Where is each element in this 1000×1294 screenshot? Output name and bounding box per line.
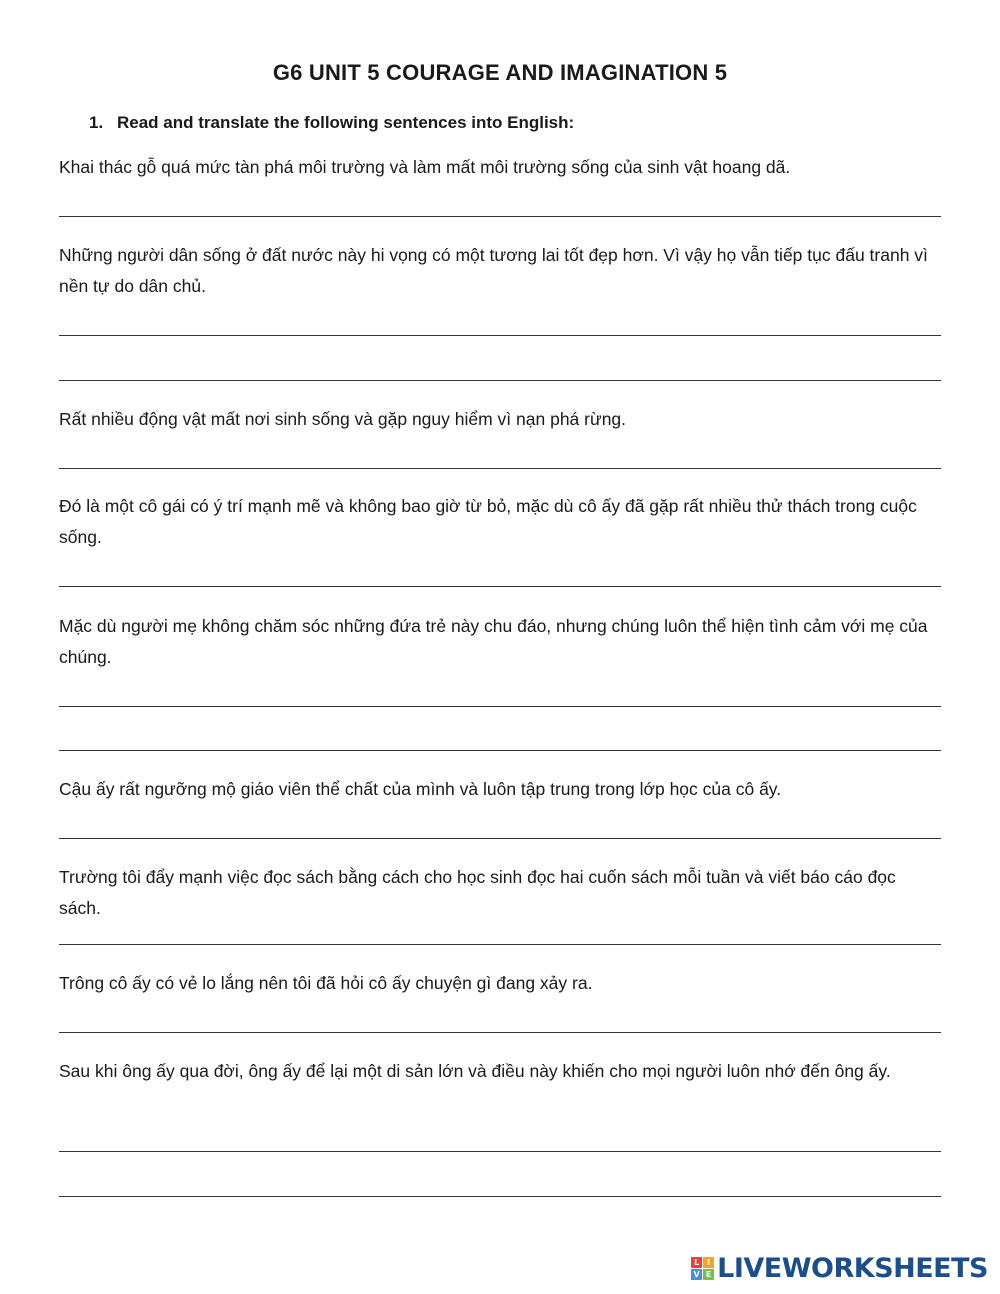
- liveworksheets-logo: [691, 1252, 988, 1284]
- logo-badge-letter: I: [703, 1257, 714, 1268]
- worksheet-title: G6 UNIT 5 COURAGE AND IMAGINATION 5: [272, 60, 728, 85]
- instruction-text: Read and translate the following sentences into English:: [117, 113, 575, 132]
- answer-line[interactable]: [59, 1151, 941, 1152]
- logo-badge-letter: V: [691, 1269, 702, 1280]
- instruction-number: 1.: [89, 113, 104, 132]
- sentence-9: Sau khi ông ấy qua đời, ông ấy để lại một di sản lớn và điều này khiến cho mọi người luôn nhớ đến ông ấy.: [59, 1061, 891, 1081]
- answer-line[interactable]: [59, 468, 941, 469]
- sentence-6: Cậu ấy rất ngưỡng mộ giáo viên thể chất của mình và luôn tập trung trong lớp học của cô ấy.: [59, 779, 782, 799]
- sentence-5: Mặc dù người mẹ không chăm sóc những đứa trẻ này chu đáo, nhưng chúng luôn thể hiện tình cảm với mẹ của chúng.: [59, 616, 928, 667]
- answer-line[interactable]: [59, 838, 941, 839]
- answer-line[interactable]: [59, 216, 941, 217]
- sentence-1: Khai thác gỗ quá mức tàn phá môi trường và làm mất môi trường sống của sinh vật hoang dã.: [59, 157, 791, 177]
- logo-badge-letter: L: [691, 1257, 702, 1268]
- sentence-3: Rất nhiều động vật mất nơi sinh sống và gặp nguy hiểm vì nạn phá rừng.: [59, 409, 627, 429]
- answer-line[interactable]: [59, 944, 941, 945]
- answer-line[interactable]: [59, 335, 941, 336]
- logo-badge-icon: [691, 1257, 714, 1280]
- logo-badge-letter: E: [703, 1269, 714, 1280]
- answer-line[interactable]: [59, 1032, 941, 1033]
- sentence-2: Những người dân sống ở đất nước này hi vọng có một tương lai tốt đẹp hơn. Vì vậy họ vẫn tiếp tục đấu tranh vì nền tự do dân chủ.: [59, 245, 928, 296]
- answer-line[interactable]: [59, 750, 941, 751]
- answer-line[interactable]: [59, 380, 941, 381]
- answer-line[interactable]: [59, 706, 941, 707]
- answer-line[interactable]: [59, 586, 941, 587]
- answer-line[interactable]: [59, 1196, 941, 1197]
- sentence-8: Trông cô ấy có vẻ lo lắng nên tôi đã hỏi cô ấy chuyện gì đang xảy ra.: [59, 973, 593, 993]
- instruction: [89, 113, 574, 133]
- logo-text: LIVEWORKSHEETS: [717, 1252, 988, 1284]
- sentence-4: Đó là một cô gái có ý trí mạnh mẽ và không bao giờ từ bỏ, mặc dù cô ấy đã gặp rất nhiều thử thách trong cuộc sống.: [59, 496, 917, 547]
- sentence-7: Trường tôi đẩy mạnh việc đọc sách bằng cách cho học sinh đọc hai cuốn sách mỗi tuần và viết báo cáo đọc sách.: [59, 867, 896, 918]
